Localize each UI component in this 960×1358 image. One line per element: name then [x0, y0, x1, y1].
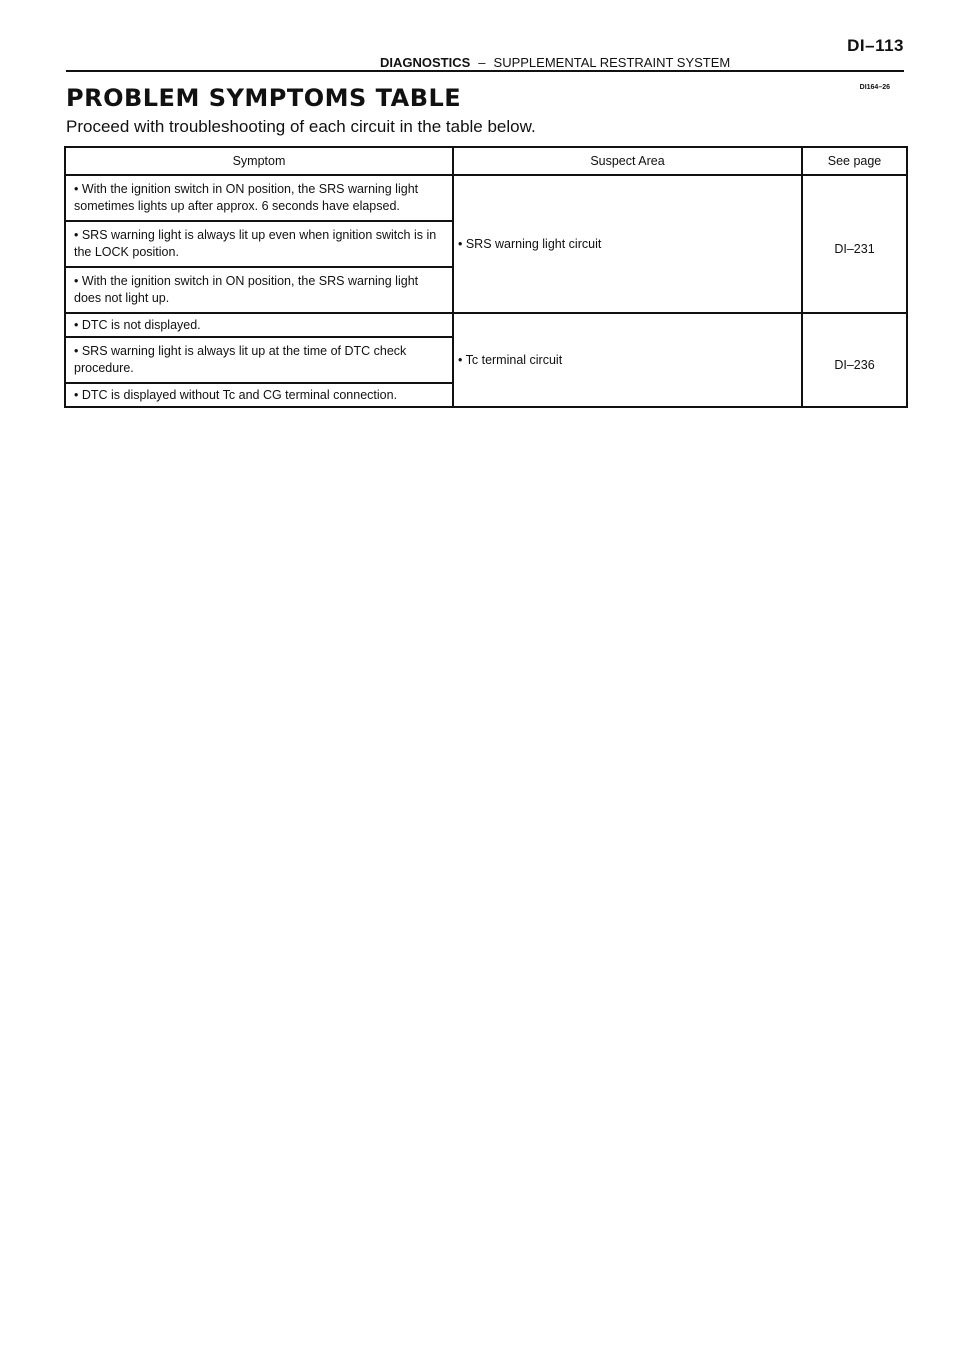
- page-number: DI–113: [847, 36, 904, 55]
- see-page-cell: DI–236: [802, 313, 907, 407]
- running-header: [66, 56, 904, 72]
- suspect-area-cell: • SRS warning light circuit: [453, 175, 802, 313]
- column-header-symptom: Symptom: [65, 147, 453, 175]
- symptom-cell: • With the ignition switch in ON position, the SRS warning light sometimes lights up after approx. 6 seconds have elapsed.: [65, 175, 453, 221]
- column-header-see-page: See page: [802, 147, 907, 175]
- page-title: PROBLEM SYMPTOMS TABLE: [66, 84, 462, 112]
- problem-symptoms-table: [64, 146, 908, 408]
- symptom-cell: • SRS warning light is always lit up even when ignition switch is in the LOCK position.: [65, 221, 453, 267]
- document-code: DI164–26: [859, 84, 890, 91]
- column-header-suspect-area: Suspect Area: [453, 147, 802, 175]
- intro-text: Proceed with troubleshooting of each circuit in the table below.: [66, 117, 536, 136]
- symptom-cell: • With the ignition switch in ON position, the SRS warning light does not light up.: [65, 267, 453, 313]
- header-separator: –: [478, 55, 486, 70]
- table-row: [65, 313, 907, 337]
- table-row: [65, 175, 907, 221]
- header-rule-left: [66, 60, 376, 72]
- header-rule-right: [734, 60, 904, 72]
- see-page-cell: DI–231: [802, 175, 907, 313]
- symptom-cell: • DTC is not displayed.: [65, 313, 453, 337]
- table-header-row: [65, 147, 907, 175]
- symptom-cell: • SRS warning light is always lit up at the time of DTC check procedure.: [65, 337, 453, 383]
- symptom-cell: • DTC is displayed without Tc and CG terminal connection.: [65, 383, 453, 407]
- suspect-area-cell: • Tc terminal circuit: [453, 313, 802, 407]
- header-text: [376, 56, 734, 72]
- header-section: DIAGNOSTICS: [380, 55, 471, 70]
- header-subsection: SUPPLEMENTAL RESTRAINT SYSTEM: [493, 55, 731, 70]
